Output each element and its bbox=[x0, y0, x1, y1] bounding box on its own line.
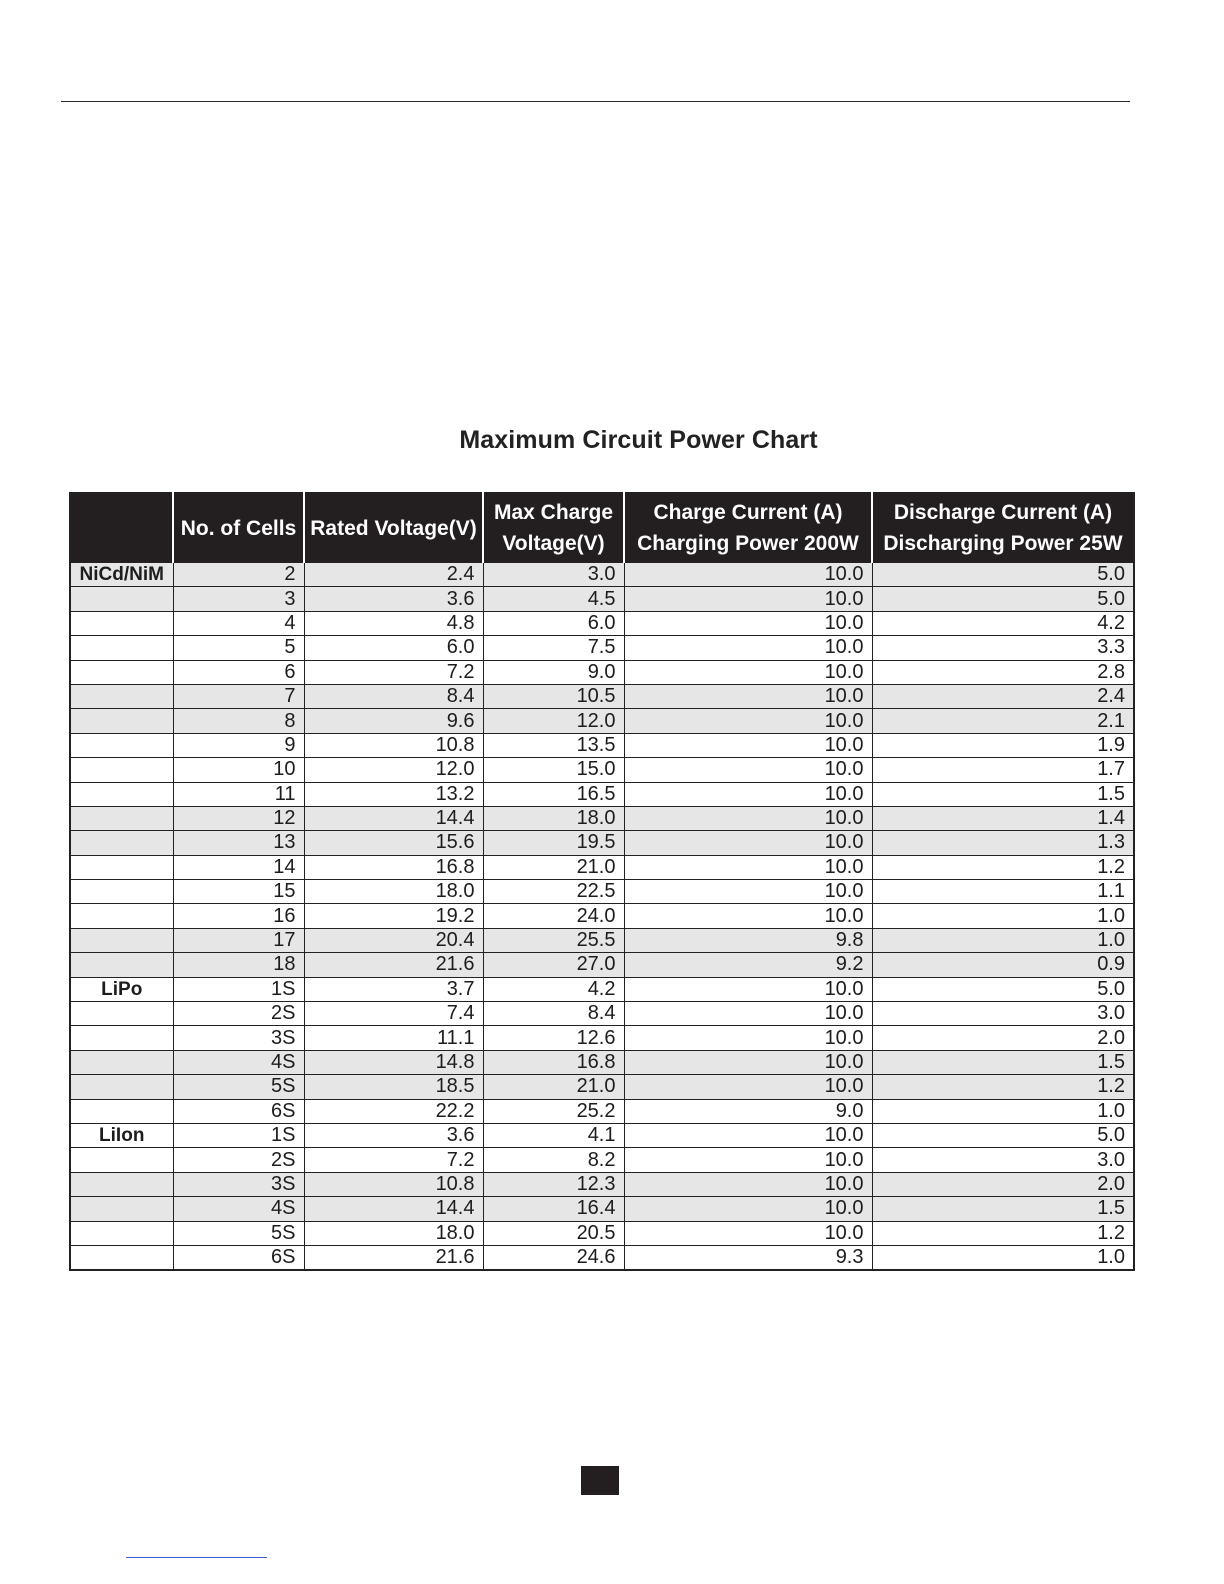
max-charge-voltage-cell: 9.0 bbox=[483, 660, 624, 684]
battery-type-cell bbox=[70, 1148, 173, 1172]
rated-voltage-cell: 3.6 bbox=[304, 587, 483, 611]
cells-cell: 4 bbox=[173, 611, 304, 635]
charge-current-cell: 10.0 bbox=[624, 684, 872, 708]
rated-voltage-cell: 12.0 bbox=[304, 758, 483, 782]
cells-cell: 10 bbox=[173, 758, 304, 782]
charge-current-cell: 10.0 bbox=[624, 733, 872, 757]
battery-type-cell bbox=[70, 1197, 173, 1221]
discharge-current-cell: 1.0 bbox=[872, 1099, 1134, 1123]
discharge-current-cell: 1.0 bbox=[872, 904, 1134, 928]
max-charge-voltage-cell: 25.5 bbox=[483, 928, 624, 952]
cells-cell: 12 bbox=[173, 806, 304, 830]
page-number-tab bbox=[581, 1466, 619, 1495]
rated-voltage-cell: 4.8 bbox=[304, 611, 483, 635]
table-row bbox=[70, 587, 1134, 611]
battery-type-cell bbox=[70, 880, 173, 904]
rated-voltage-cell: 7.2 bbox=[304, 660, 483, 684]
rated-voltage-cell: 22.2 bbox=[304, 1099, 483, 1123]
header-charge-current: Charge Current (A) Charging Power 200W bbox=[624, 493, 872, 563]
cells-cell: 13 bbox=[173, 831, 304, 855]
discharge-current-cell: 1.5 bbox=[872, 782, 1134, 806]
rated-voltage-cell: 11.1 bbox=[304, 1026, 483, 1050]
battery-type-cell bbox=[70, 1172, 173, 1196]
discharge-current-cell: 1.5 bbox=[872, 1197, 1134, 1221]
charge-current-cell: 10.0 bbox=[624, 1221, 872, 1245]
cells-cell: 3S bbox=[173, 1172, 304, 1196]
rated-voltage-cell: 8.4 bbox=[304, 684, 483, 708]
table-row bbox=[70, 880, 1134, 904]
battery-type-cell bbox=[70, 709, 173, 733]
max-charge-voltage-cell: 4.5 bbox=[483, 587, 624, 611]
table-body bbox=[70, 563, 1134, 1271]
charge-current-cell: 10.0 bbox=[624, 806, 872, 830]
charge-current-cell: 10.0 bbox=[624, 709, 872, 733]
charge-current-cell: 10.0 bbox=[624, 831, 872, 855]
table-row bbox=[70, 1172, 1134, 1196]
discharge-current-cell: 1.7 bbox=[872, 758, 1134, 782]
rated-voltage-cell: 18.5 bbox=[304, 1075, 483, 1099]
cells-cell: 5 bbox=[173, 636, 304, 660]
table-row bbox=[70, 1148, 1134, 1172]
table-row bbox=[70, 636, 1134, 660]
cells-cell: 15 bbox=[173, 880, 304, 904]
table-row bbox=[70, 660, 1134, 684]
chart-title: Maximum Circuit Power Chart bbox=[459, 426, 818, 454]
discharge-current-cell: 1.2 bbox=[872, 1075, 1134, 1099]
battery-type-cell bbox=[70, 782, 173, 806]
cells-cell: 6S bbox=[173, 1245, 304, 1270]
table-row bbox=[70, 733, 1134, 757]
discharge-current-cell: 2.1 bbox=[872, 709, 1134, 733]
rated-voltage-cell: 16.8 bbox=[304, 855, 483, 879]
max-charge-voltage-cell: 13.5 bbox=[483, 733, 624, 757]
charge-current-cell: 10.0 bbox=[624, 660, 872, 684]
cells-cell: 14 bbox=[173, 855, 304, 879]
max-charge-voltage-cell: 15.0 bbox=[483, 758, 624, 782]
table-row bbox=[70, 563, 1134, 587]
discharge-current-cell: 4.2 bbox=[872, 611, 1134, 635]
rated-voltage-cell: 21.6 bbox=[304, 1245, 483, 1270]
max-charge-voltage-cell: 12.3 bbox=[483, 1172, 624, 1196]
discharge-current-cell: 1.3 bbox=[872, 831, 1134, 855]
table-row bbox=[70, 684, 1134, 708]
charge-current-cell: 10.0 bbox=[624, 563, 872, 587]
discharge-current-cell: 0.9 bbox=[872, 953, 1134, 977]
cells-cell: 16 bbox=[173, 904, 304, 928]
table-row bbox=[70, 806, 1134, 830]
rated-voltage-cell: 14.4 bbox=[304, 1197, 483, 1221]
charge-current-cell: 9.8 bbox=[624, 928, 872, 952]
battery-type-cell bbox=[70, 611, 173, 635]
battery-type-cell bbox=[70, 1245, 173, 1270]
discharge-current-cell: 3.0 bbox=[872, 1148, 1134, 1172]
max-charge-voltage-cell: 6.0 bbox=[483, 611, 624, 635]
rated-voltage-cell: 14.8 bbox=[304, 1050, 483, 1074]
discharge-current-cell: 1.5 bbox=[872, 1050, 1134, 1074]
max-charge-voltage-cell: 10.5 bbox=[483, 684, 624, 708]
discharge-current-cell: 3.3 bbox=[872, 636, 1134, 660]
charge-current-cell: 10.0 bbox=[624, 1123, 872, 1147]
charge-current-cell: 10.0 bbox=[624, 904, 872, 928]
cells-cell: 17 bbox=[173, 928, 304, 952]
discharge-current-cell: 5.0 bbox=[872, 1123, 1134, 1147]
charge-current-cell: 9.0 bbox=[624, 1099, 872, 1123]
charge-current-cell: 9.2 bbox=[624, 953, 872, 977]
max-charge-voltage-cell: 18.0 bbox=[483, 806, 624, 830]
charge-current-cell: 10.0 bbox=[624, 1197, 872, 1221]
discharge-current-cell: 1.0 bbox=[872, 928, 1134, 952]
rated-voltage-cell: 21.6 bbox=[304, 953, 483, 977]
max-charge-voltage-cell: 7.5 bbox=[483, 636, 624, 660]
cells-cell: 3 bbox=[173, 587, 304, 611]
charge-current-cell: 10.0 bbox=[624, 855, 872, 879]
discharge-current-cell: 5.0 bbox=[872, 977, 1134, 1001]
table-row bbox=[70, 1245, 1134, 1270]
rated-voltage-cell: 18.0 bbox=[304, 880, 483, 904]
battery-type-cell bbox=[70, 1075, 173, 1099]
battery-type-cell bbox=[70, 1026, 173, 1050]
charge-current-cell: 10.0 bbox=[624, 758, 872, 782]
table-row bbox=[70, 1026, 1134, 1050]
cells-cell: 7 bbox=[173, 684, 304, 708]
header-max-charge-voltage: Max Charge Voltage(V) bbox=[483, 493, 624, 563]
battery-type-cell bbox=[70, 636, 173, 660]
cells-cell: 2S bbox=[173, 1002, 304, 1026]
charge-current-cell: 10.0 bbox=[624, 1172, 872, 1196]
rated-voltage-cell: 2.4 bbox=[304, 563, 483, 587]
cells-cell: 3S bbox=[173, 1026, 304, 1050]
charge-current-cell: 10.0 bbox=[624, 1075, 872, 1099]
battery-type-cell bbox=[70, 684, 173, 708]
charge-current-cell: 10.0 bbox=[624, 611, 872, 635]
table-row bbox=[70, 611, 1134, 635]
discharge-current-cell: 1.9 bbox=[872, 733, 1134, 757]
discharge-current-cell: 1.2 bbox=[872, 1221, 1134, 1245]
cells-cell: 2S bbox=[173, 1148, 304, 1172]
battery-type-cell bbox=[70, 855, 173, 879]
max-charge-voltage-cell: 12.0 bbox=[483, 709, 624, 733]
max-charge-voltage-cell: 3.0 bbox=[483, 563, 624, 587]
table-row bbox=[70, 831, 1134, 855]
battery-type-cell bbox=[70, 733, 173, 757]
header-no-of-cells: No. of Cells bbox=[173, 493, 304, 563]
table-row bbox=[70, 709, 1134, 733]
table-row bbox=[70, 1221, 1134, 1245]
cells-cell: 2 bbox=[173, 563, 304, 587]
max-charge-voltage-cell: 21.0 bbox=[483, 855, 624, 879]
charge-current-cell: 10.0 bbox=[624, 1002, 872, 1026]
rated-voltage-cell: 10.8 bbox=[304, 733, 483, 757]
discharge-current-cell: 1.0 bbox=[872, 1245, 1134, 1270]
table-row bbox=[70, 1123, 1134, 1147]
power-chart-table bbox=[69, 492, 1135, 1271]
battery-type-cell bbox=[70, 587, 173, 611]
discharge-current-cell: 5.0 bbox=[872, 587, 1134, 611]
rated-voltage-cell: 18.0 bbox=[304, 1221, 483, 1245]
charge-current-cell: 10.0 bbox=[624, 977, 872, 1001]
battery-type-cell bbox=[70, 806, 173, 830]
discharge-current-cell: 1.2 bbox=[872, 855, 1134, 879]
cells-cell: 8 bbox=[173, 709, 304, 733]
cells-cell: 9 bbox=[173, 733, 304, 757]
max-charge-voltage-cell: 4.1 bbox=[483, 1123, 624, 1147]
discharge-current-cell: 2.0 bbox=[872, 1026, 1134, 1050]
table-row bbox=[70, 758, 1134, 782]
header-rated-voltage: Rated Voltage(V) bbox=[304, 493, 483, 563]
battery-type-cell bbox=[70, 928, 173, 952]
cells-cell: 1S bbox=[173, 977, 304, 1001]
cells-cell: 6 bbox=[173, 660, 304, 684]
table-row bbox=[70, 928, 1134, 952]
discharge-current-cell: 2.8 bbox=[872, 660, 1134, 684]
charge-current-cell: 10.0 bbox=[624, 636, 872, 660]
charge-current-cell: 10.0 bbox=[624, 1148, 872, 1172]
rated-voltage-cell: 20.4 bbox=[304, 928, 483, 952]
table-header-row bbox=[70, 493, 1134, 563]
cells-cell: 5S bbox=[173, 1075, 304, 1099]
table-row bbox=[70, 782, 1134, 806]
table-row bbox=[70, 1099, 1134, 1123]
charge-current-cell: 10.0 bbox=[624, 880, 872, 904]
table-row bbox=[70, 1002, 1134, 1026]
max-charge-voltage-cell: 8.2 bbox=[483, 1148, 624, 1172]
charge-current-cell: 10.0 bbox=[624, 587, 872, 611]
max-charge-voltage-cell: 19.5 bbox=[483, 831, 624, 855]
table-row bbox=[70, 1050, 1134, 1074]
max-charge-voltage-cell: 27.0 bbox=[483, 953, 624, 977]
battery-type-cell bbox=[70, 660, 173, 684]
charge-current-cell: 9.3 bbox=[624, 1245, 872, 1270]
cells-cell: 4S bbox=[173, 1197, 304, 1221]
rated-voltage-cell: 9.6 bbox=[304, 709, 483, 733]
battery-type-cell: LiPo bbox=[70, 977, 173, 1001]
cells-cell: 4S bbox=[173, 1050, 304, 1074]
discharge-current-cell: 2.0 bbox=[872, 1172, 1134, 1196]
max-charge-voltage-cell: 21.0 bbox=[483, 1075, 624, 1099]
rated-voltage-cell: 13.2 bbox=[304, 782, 483, 806]
max-charge-voltage-cell: 20.5 bbox=[483, 1221, 624, 1245]
header-battery-type bbox=[70, 493, 173, 563]
cells-cell: 6S bbox=[173, 1099, 304, 1123]
charge-current-cell: 10.0 bbox=[624, 782, 872, 806]
battery-type-cell: NiCd/NiM bbox=[70, 563, 173, 587]
cells-cell: 11 bbox=[173, 782, 304, 806]
battery-type-cell bbox=[70, 904, 173, 928]
header-discharge-current: Discharge Current (A) Discharging Power 25W bbox=[872, 493, 1134, 563]
discharge-current-cell: 1.1 bbox=[872, 880, 1134, 904]
max-charge-voltage-cell: 8.4 bbox=[483, 1002, 624, 1026]
table-row bbox=[70, 1075, 1134, 1099]
battery-type-cell bbox=[70, 1050, 173, 1074]
cells-cell: 1S bbox=[173, 1123, 304, 1147]
footer-link-underline bbox=[126, 1557, 267, 1558]
max-charge-voltage-cell: 24.0 bbox=[483, 904, 624, 928]
battery-type-cell bbox=[70, 831, 173, 855]
battery-type-cell bbox=[70, 758, 173, 782]
max-charge-voltage-cell: 24.6 bbox=[483, 1245, 624, 1270]
charge-current-cell: 10.0 bbox=[624, 1026, 872, 1050]
max-charge-voltage-cell: 25.2 bbox=[483, 1099, 624, 1123]
rated-voltage-cell: 10.8 bbox=[304, 1172, 483, 1196]
discharge-current-cell: 2.4 bbox=[872, 684, 1134, 708]
battery-type-cell bbox=[70, 1099, 173, 1123]
rated-voltage-cell: 15.6 bbox=[304, 831, 483, 855]
max-charge-voltage-cell: 16.8 bbox=[483, 1050, 624, 1074]
max-charge-voltage-cell: 16.4 bbox=[483, 1197, 624, 1221]
rated-voltage-cell: 7.2 bbox=[304, 1148, 483, 1172]
cells-cell: 5S bbox=[173, 1221, 304, 1245]
discharge-current-cell: 3.0 bbox=[872, 1002, 1134, 1026]
discharge-current-cell: 1.4 bbox=[872, 806, 1134, 830]
max-charge-voltage-cell: 16.5 bbox=[483, 782, 624, 806]
charge-current-cell: 10.0 bbox=[624, 1050, 872, 1074]
cells-cell: 18 bbox=[173, 953, 304, 977]
battery-type-cell bbox=[70, 1221, 173, 1245]
rated-voltage-cell: 19.2 bbox=[304, 904, 483, 928]
discharge-current-cell: 5.0 bbox=[872, 563, 1134, 587]
table-row bbox=[70, 977, 1134, 1001]
table-row bbox=[70, 1197, 1134, 1221]
rated-voltage-cell: 14.4 bbox=[304, 806, 483, 830]
rated-voltage-cell: 3.7 bbox=[304, 977, 483, 1001]
rated-voltage-cell: 6.0 bbox=[304, 636, 483, 660]
max-charge-voltage-cell: 12.6 bbox=[483, 1026, 624, 1050]
table-row bbox=[70, 904, 1134, 928]
battery-type-cell bbox=[70, 1002, 173, 1026]
battery-type-cell: LiIon bbox=[70, 1123, 173, 1147]
header-rule bbox=[61, 101, 1130, 102]
max-charge-voltage-cell: 4.2 bbox=[483, 977, 624, 1001]
battery-type-cell bbox=[70, 953, 173, 977]
max-charge-voltage-cell: 22.5 bbox=[483, 880, 624, 904]
table-row bbox=[70, 953, 1134, 977]
table-row bbox=[70, 855, 1134, 879]
rated-voltage-cell: 7.4 bbox=[304, 1002, 483, 1026]
rated-voltage-cell: 3.6 bbox=[304, 1123, 483, 1147]
